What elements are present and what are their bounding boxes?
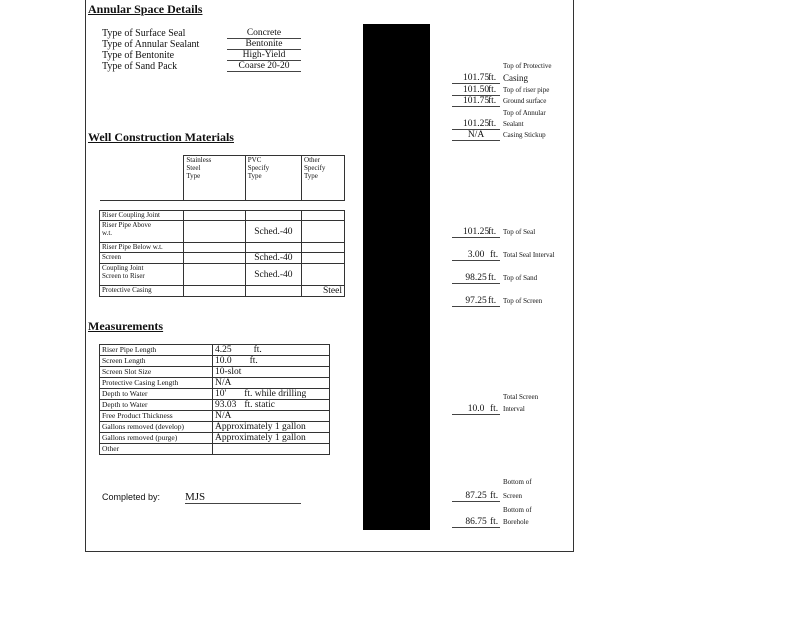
bottom-screen-value: 87.25 (452, 491, 500, 502)
screen-interval-label2: Interval (503, 405, 525, 413)
top-riser-label: Top of riser pipe (503, 86, 550, 94)
table-row: Coupling Joint Screen to Riser Sched.-40 (100, 264, 345, 286)
stickup-value: N/A (452, 130, 500, 141)
annular-title: Annular Space Details (88, 2, 203, 16)
table-row: Riser Pipe Above w.t. Sched.-40 (100, 221, 345, 243)
table-row: Protective Casing Length N/A (100, 378, 330, 389)
completed-label: Completed by: (102, 492, 161, 502)
ft-unit: ft. (488, 273, 497, 283)
ft-unit: ft. (488, 96, 497, 106)
completed-value: MJS (185, 491, 301, 504)
seal-interval-label: Total Seal Interval (503, 251, 555, 259)
annular-sealant-label: Type of Annular Sealant (102, 39, 200, 50)
ft-unit: ft. (488, 227, 497, 237)
ft-unit: ft. (490, 404, 499, 414)
bentonite-label: Type of Bentonite (102, 50, 175, 61)
top-seal-label: Top of Seal (503, 228, 536, 236)
top-annular-label1: Top of Annular (503, 109, 546, 117)
sand-pack-value: Coarse 20-20 (227, 61, 301, 72)
top-protective-label1: Top of Protective (503, 62, 552, 70)
ft-unit: ft. (490, 517, 499, 527)
table-row: Gallons removed (purge) Approximately 1 gallon (100, 433, 330, 444)
table-row (100, 201, 345, 211)
seal-interval-value: 3.00 (452, 250, 500, 261)
ground-label: Ground surface (503, 97, 547, 105)
other-header: Other Specify Type (302, 156, 345, 201)
bottom-borehole-label2: Borehole (503, 518, 529, 526)
screen-interval-value: 10.0 (452, 404, 500, 415)
measurements-title: Measurements (88, 319, 164, 333)
table-row: Depth to Water 10' ft. while drilling (100, 389, 330, 400)
ft-unit: ft. (490, 250, 499, 260)
top-annular-value: 101.25 (452, 119, 500, 130)
top-seal-value: 101.25 (452, 227, 500, 238)
ground-value: 101.75 (452, 96, 500, 107)
top-riser-value: 101.50 (452, 85, 500, 96)
construction-table (99, 155, 345, 297)
pvc-header: PVC Specify Type (245, 156, 301, 201)
bottom-screen-label1: Bottom of (503, 478, 532, 486)
measurements-table (99, 344, 330, 455)
table-row: Other (100, 444, 330, 455)
annular-sealant-value: Bentonite (227, 39, 301, 50)
ft-unit: ft. (488, 296, 497, 306)
table-row: Screen Sched.-40 (100, 253, 345, 264)
sand-pack-label: Type of Sand Pack (102, 61, 178, 72)
surface-seal-value: Concrete (227, 28, 301, 39)
ft-unit: ft. (488, 85, 497, 95)
table-row: Riser Pipe Below w.t. (100, 243, 345, 253)
well-diagram-bar (363, 24, 430, 530)
bottom-screen-label2: Screen (503, 492, 523, 500)
table-row: Screen Length 10.0 ft. (100, 356, 330, 367)
top-screen-label: Top of Screen (503, 297, 543, 305)
screen-interval-label1: Total Screen (503, 393, 539, 401)
ft-unit: ft. (490, 491, 499, 501)
table-row: Riser Pipe Length 4.25 ft. (100, 345, 330, 356)
bentonite-value: High-Yield (227, 50, 301, 61)
top-sand-label: Top of Sand (503, 274, 538, 282)
top-annular-label2: Sealant (503, 120, 524, 128)
table-row: Gallons removed (develop) Approximately 1 gallon (100, 422, 330, 433)
bottom-borehole-label1: Bottom of (503, 506, 532, 514)
table-row: Free Product Thickness N/A (100, 411, 330, 422)
stickup-label: Casing Stickup (503, 131, 546, 139)
top-protective-label2: Casing (503, 73, 529, 83)
table-row: Screen Slot Size 10-slot (100, 367, 330, 378)
top-screen-value: 97.25 (452, 296, 500, 307)
bottom-borehole-value: 86.75 (452, 517, 500, 528)
construction-title: Well Construction Materials (88, 130, 234, 144)
ft-unit: ft. (488, 73, 497, 83)
stainless-header: Stainless Steel Type (184, 156, 245, 201)
table-row: Depth to Water 93.03 ft. static (100, 400, 330, 411)
top-protective-value: 101.75 (452, 73, 500, 84)
ft-unit: ft. (488, 119, 497, 129)
surface-seal-label: Type of Surface Seal (102, 28, 186, 39)
table-row: Riser Coupling Joint (100, 211, 345, 221)
top-sand-value: 98.25 (452, 273, 500, 284)
table-row: Protective Casing Steel (100, 286, 345, 297)
corner-cell (100, 156, 184, 201)
